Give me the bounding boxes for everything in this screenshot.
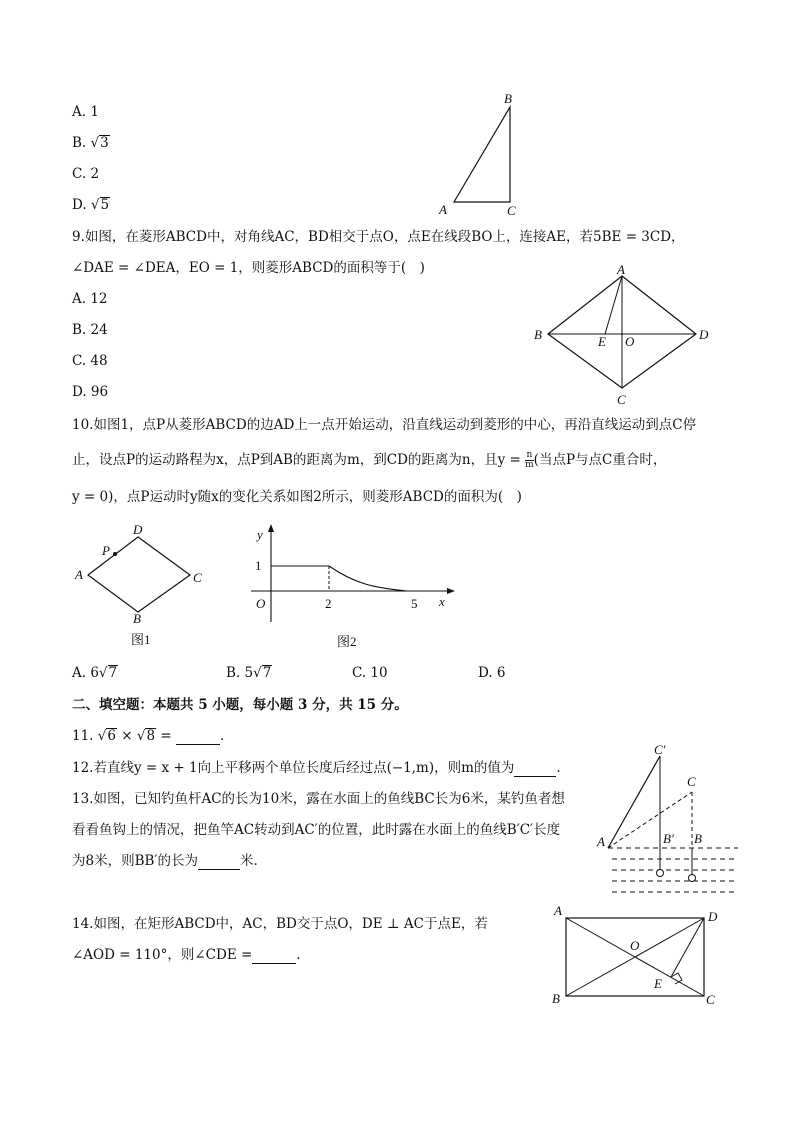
- q10-text-line2: 止，设点P的运动路程为x，点P到AB的距离为m，到CD的距离为n，且y = $\frac{n}{m}$ (当点P与点C重合时，: [72, 450, 667, 470]
- q10-option-c: C. 10: [352, 665, 388, 681]
- q8-label-b: B: [504, 91, 512, 106]
- fig1-label-p: P: [102, 543, 110, 558]
- q14-label-b: B: [552, 991, 560, 1006]
- q14-label-d: D: [708, 909, 718, 924]
- q11-text: 11. √6 × √8 = .: [72, 728, 225, 744]
- q8-label-c: C: [507, 203, 516, 218]
- q13-label-a: A: [597, 834, 605, 849]
- fig2-label-1: 1: [255, 558, 262, 573]
- q10-fraction: $\frac{n}{m}$: [525, 450, 534, 470]
- q13-label-c-prime: C′: [654, 742, 666, 757]
- q14-rectangle-figure: [548, 902, 728, 1012]
- fig2-label-5: 5: [411, 596, 418, 611]
- q9-label-e: E: [598, 334, 606, 349]
- fig1-label-a: A: [75, 567, 83, 582]
- q14-label-a: A: [554, 903, 562, 918]
- q8-label-a: A: [439, 202, 447, 217]
- q9-label-o: O: [625, 334, 635, 349]
- q13-text-line2: 看看鱼钩上的情况，把鱼竿AC转动到AC′的位置，此时露在水面上的鱼线B′C′长度: [72, 822, 561, 838]
- fig1-caption: 图1: [131, 632, 151, 647]
- q8-option-d: D. √5: [72, 197, 110, 213]
- q13-text-line1: 13.如图，已知钓鱼杆AC的长为10米，露在水面上的鱼线BC长为6米，某钓鱼者想: [72, 791, 565, 807]
- q14-text-line2: ∠AOD = 110°，则∠CDE = .: [72, 947, 301, 963]
- q13-label-b-prime: B′: [663, 831, 674, 846]
- fig2-label-y: y: [257, 527, 263, 542]
- q9-option-c: C. 48: [72, 353, 108, 369]
- q10-option-d: D. 6: [478, 665, 506, 681]
- q12-answer-blank[interactable]: [514, 776, 556, 777]
- q9-label-c: C: [617, 392, 626, 407]
- q9-text-line1: 9.如图，在菱形ABCD中，对角线AC，BD相交于点O，点E在线段BO上，连接AE，若5BE = 3CD，: [72, 229, 685, 245]
- q13-fishing-figure: [592, 742, 742, 892]
- q14-answer-blank[interactable]: [252, 963, 296, 964]
- q9-option-a: A. 12: [72, 291, 108, 307]
- q13-label-c: C: [687, 774, 696, 789]
- q9-text-line2: ∠DAE = ∠DEA，EO = 1，则菱形ABCD的面积等于( ): [72, 260, 425, 276]
- q9-option-b: B. 24: [72, 322, 108, 338]
- q13-text-line3: 为8米，则BB′的长为 米.: [72, 853, 258, 869]
- q14-label-o: O: [630, 938, 640, 953]
- q10-figure2: [245, 522, 460, 657]
- q9-label-d: D: [699, 327, 709, 342]
- fig2-label-x: x: [439, 594, 445, 609]
- q13-answer-blank[interactable]: [198, 869, 240, 870]
- q13-label-b: B: [694, 831, 702, 846]
- fig1-label-b: B: [133, 611, 141, 626]
- fig2-caption: 图2: [337, 634, 357, 649]
- q14-label-e: E: [654, 976, 662, 991]
- fig2-label-o: O: [256, 596, 266, 611]
- q10-option-a: A. 6√7: [72, 665, 118, 681]
- q9-label-b: B: [534, 327, 542, 342]
- q8-triangle-figure: [430, 88, 530, 218]
- q8-option-c: C. 2: [72, 166, 100, 182]
- q8-option-a: A. 1: [72, 104, 99, 120]
- q10-text-line3: y = 0)，点P运动时y随x的变化关系如图2所示，则菱形ABCD的面积为( ): [72, 489, 522, 505]
- fig1-label-c: C: [193, 570, 202, 585]
- q14-label-c: C: [706, 992, 715, 1007]
- q9-rhombus-figure: [530, 262, 720, 412]
- q9-option-d: D. 96: [72, 384, 109, 400]
- q14-text-line1: 14.如图，在矩形ABCD中，AC，BD交于点O，DE ⊥ AC于点E，若: [72, 916, 488, 932]
- q8-option-b: B. √3: [72, 135, 109, 151]
- q11-answer-blank[interactable]: [176, 744, 220, 745]
- fig2-label-2: 2: [325, 596, 332, 611]
- fig1-label-d: D: [133, 522, 143, 537]
- q9-label-a: A: [617, 262, 625, 277]
- q10-text-line1: 10.如图1，点P从菱形ABCD的边AD上一点开始运动，沿直线运动到菱形的中心，再沿直线运动到点C停: [72, 417, 697, 433]
- section-2-heading: 二、填空题：本题共 5 小题，每小题 3 分，共 15 分。: [72, 697, 408, 713]
- q10-figure1: [70, 520, 220, 655]
- q10-option-b: B. 5√7: [226, 665, 272, 681]
- q12-text: 12.若直线y = x + 1向上平移两个单位长度后经过点(−1,m)，则m的值为 .: [72, 760, 561, 776]
